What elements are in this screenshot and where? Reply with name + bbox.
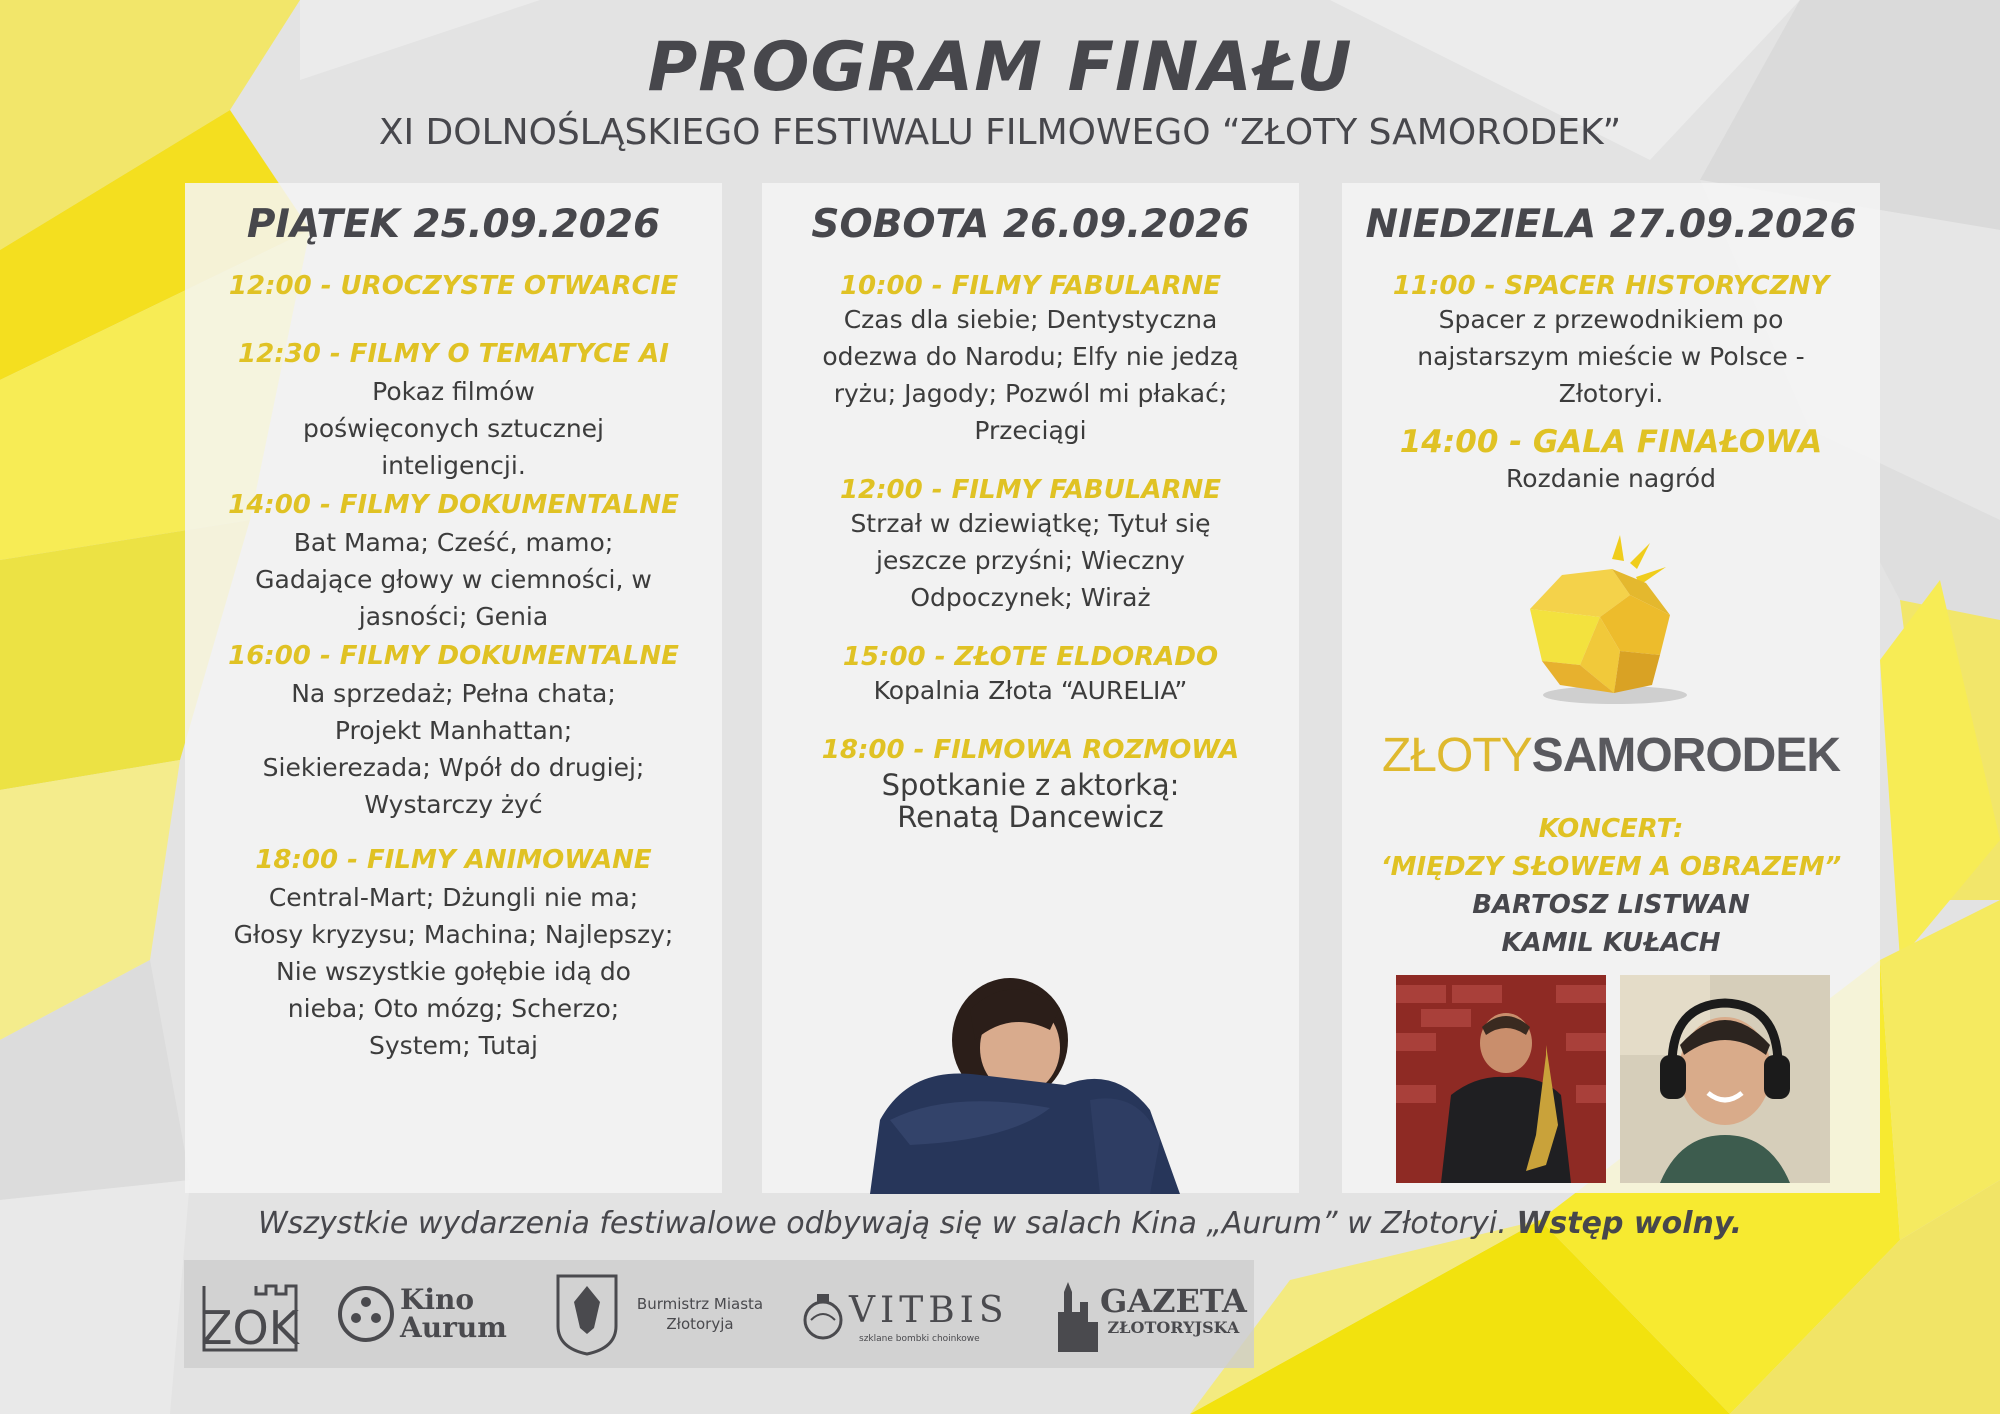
- vitbis-subtitle: szklane bombki choinkowe: [859, 1334, 980, 1344]
- event-time: 15:00 - ZŁOTE ELDORADO: [842, 642, 1219, 672]
- zok-logo: [200, 1272, 300, 1356]
- artist-name: BARTOSZ LISTWAN: [1472, 890, 1750, 920]
- event-time: 12:00 - FILMY FABULARNE: [839, 475, 1222, 505]
- saturday-column: [762, 196, 1299, 833]
- event-description: Bat Mama; Cześć, mamo; Gadające głowy w ciemności, w jasności; Genia: [255, 528, 652, 631]
- city-crest-icon: [554, 1272, 620, 1356]
- event-time: 18:00 - FILMY ANIMOWANE: [255, 845, 652, 875]
- event-time: 16:00 - FILMY DOKUMENTALNE: [228, 641, 679, 671]
- town-skyline-icon: [1054, 1272, 1104, 1356]
- aurum-text: Aurum: [400, 1311, 507, 1344]
- brand-part-2: SAMORODEK: [1531, 729, 1841, 782]
- artist-name: KAMIL KUŁACH: [1501, 928, 1721, 958]
- saxophonist-photo: [1396, 975, 1606, 1183]
- page-title: PROGRAM FINAŁU: [647, 28, 1353, 107]
- kino-aurum-logo: [334, 1272, 514, 1356]
- concert-block: [1342, 810, 1880, 962]
- vitbis-logo: [799, 1272, 1019, 1356]
- zloty-samorodek-logo: [1342, 728, 1880, 783]
- event-description: Spotkanie z aktorką: Renatą Dancewicz: [881, 768, 1180, 834]
- event-description: Na sprzedaż; Pełna chata; Projekt Manhattan; Siekierezada; Wpół do drugiej; Wystarczy żyć: [262, 679, 645, 819]
- event-description: Czas dla siebie; Dentystyczna odezwa do Narodu; Elfy nie jedzą ryżu; Jagody; Pozwól mi płakać; Przeciągi: [822, 305, 1239, 445]
- zok-text: ZOK: [201, 1301, 299, 1355]
- friday-column: [185, 196, 722, 1064]
- free-entry-text: Wstęp wolny.: [1516, 1206, 1743, 1241]
- day-heading-friday: PIĄTEK 25.09.2026: [246, 202, 661, 247]
- event-description: Kopalnia Złota “AURELIA”: [873, 676, 1188, 705]
- page-subtitle: XI DOLNOŚLĄSKIEGO FESTIWALU FILMOWEGO “ZŁOTY SAMORODEK”: [378, 112, 1622, 153]
- event-time: 14:00 - FILMY DOKUMENTALNE: [228, 490, 679, 520]
- day-heading-sunday: NIEDZIELA 27.09.2026: [1365, 202, 1857, 247]
- event-time: 18:00 - FILMOWA ROZMOWA: [821, 735, 1240, 765]
- event-description: Pokaz filmów poświęconych sztucznej inteligencji.: [302, 377, 604, 480]
- footer-note-text: Wszystkie wydarzenia festiwalowe odbywają się w salach Kina „Aurum” w Złotoryi.: [257, 1206, 1507, 1241]
- burmistrz-line1: Burmistrz Miasta: [636, 1295, 764, 1313]
- footer-note: [0, 1206, 2000, 1241]
- sponsor-logos: [184, 1260, 1254, 1368]
- concert-title: ‘MIĘDZY SŁOWEM A OBRAZEM”: [1380, 852, 1842, 882]
- headphones-photo: [1620, 975, 1830, 1183]
- event-time: 10:00 - FILMY FABULARNE: [839, 271, 1222, 301]
- concert-label: KONCERT:: [1538, 814, 1684, 844]
- gazeta-text: GAZETA: [1100, 1282, 1247, 1320]
- event-time: 12:30 - FILMY O TEMATYCE AI: [238, 339, 669, 369]
- event-description: Central-Mart; Dżungli nie ma; Głosy kryzysu; Machina; Najlepszy; Nie wszystkie gołębie idą do nieba; Oto mózg; Scherzo; System; Tutaj: [233, 883, 674, 1060]
- vitbis-text: VITBIS: [849, 1290, 1009, 1331]
- ornament-icon: [799, 1272, 847, 1356]
- burmistrz-logo: [554, 1272, 774, 1356]
- actress-photo: [850, 970, 1225, 1194]
- event-time: 11:00 - SPACER HISTORYCZNY: [1392, 271, 1830, 301]
- burmistrz-line2: Złotoryja: [666, 1315, 734, 1333]
- event-description: Strzał w dziewiątkę; Tytuł się jeszcze przyśni; Wieczny Odpoczynek; Wiraż: [850, 509, 1211, 612]
- event-time: 12:00 - UROCZYSTE OTWARCIE: [228, 271, 679, 301]
- gold-nugget-icon: [1520, 525, 1700, 710]
- gazeta-zlotoryjska-logo: [1054, 1272, 1247, 1356]
- film-reel-icon: [334, 1272, 398, 1356]
- brand-part-1: ZŁOTY: [1381, 729, 1532, 782]
- event-description: Spacer z przewodnikiem po najstarszym mieście w Polsce - Złotoryi.: [1417, 305, 1805, 408]
- event-description: Rozdanie nagród: [1506, 464, 1716, 493]
- sunday-column: [1342, 196, 1880, 497]
- day-heading-saturday: SOBOTA 26.09.2026: [811, 202, 1250, 247]
- zlotoryjska-text: ZŁOTORYJSKA: [1107, 1318, 1240, 1337]
- kino-text: Kino: [400, 1283, 475, 1316]
- event-time: 14:00 - GALA FINAŁOWA: [1399, 424, 1823, 460]
